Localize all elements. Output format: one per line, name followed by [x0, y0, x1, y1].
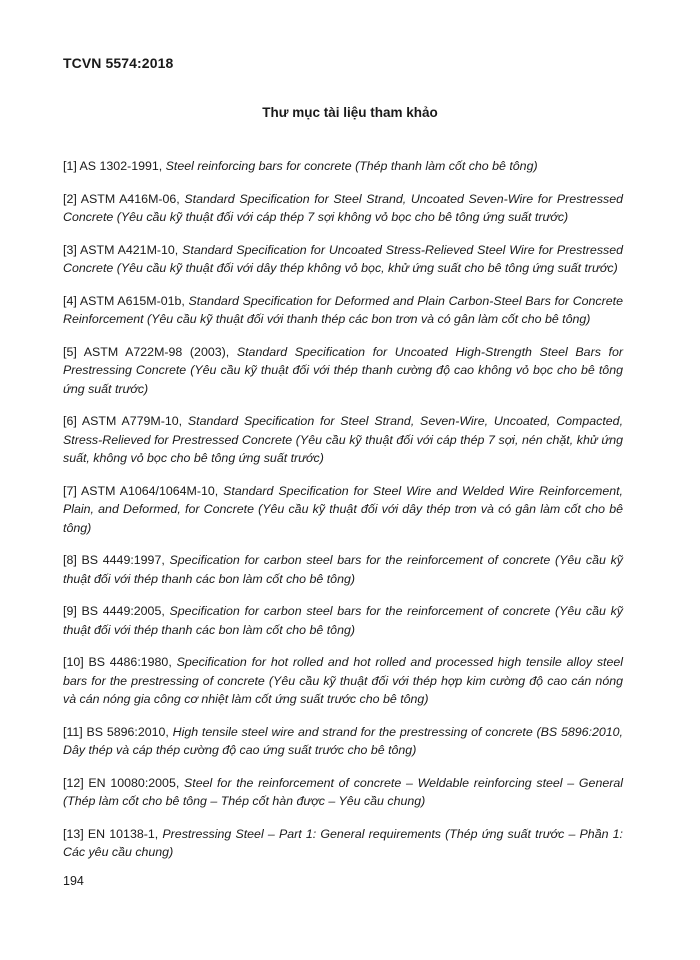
reference-item: [63, 723, 623, 760]
reference-number: [9]: [63, 604, 77, 618]
reference-number: [13]: [63, 826, 84, 841]
reference-number: [2]: [63, 191, 77, 206]
reference-number: [3]: [63, 242, 77, 257]
reference-list: [63, 157, 623, 876]
reference-item: [63, 343, 623, 399]
document-standard-code: TCVN 5574:2018: [63, 55, 174, 71]
reference-code: EN 10080:2005,: [88, 775, 180, 790]
page-number: 194: [63, 874, 84, 888]
reference-item: [63, 602, 623, 639]
reference-title: Standard Specification for Steel Strand, Seven-Wire, Uncoated, Compacted, Stress-Relieved for Prestressed Concrete (Yêu cầu kỹ thuật đối với cáp thép 7 sợi, nén chặt, khử ứng suất, không vỏ bọc cho bê tông ứng suất trước): [63, 414, 624, 465]
page-title: Thư mục tài liệu tham khảo: [262, 105, 438, 120]
reference-title: Specification for hot rolled and hot rolled and processed high tensile alloy steel bars for the prestressing of concrete (Yêu cầu kỹ thuật đối với thép hợp kim cường độ cao cán nóng và cán nóng gia công cơ nhiệt làm cốt ứng suất trước cho bê tông): [63, 655, 623, 706]
reference-code: AS 1302-1991,: [79, 159, 163, 173]
reference-title: Specification for carbon steel bars for the reinforcement of concrete (Yêu cầu kỹ thuật đối với thép thanh các bon làm cốt cho bê tông): [63, 604, 623, 637]
reference-number: [6]: [63, 414, 77, 428]
reference-item: [63, 241, 623, 278]
reference-item: [63, 653, 623, 709]
reference-title: Standard Specification for Uncoated High-Strength Steel Bars for Prestressing Concrete (Yêu cầu kỹ thuật đối với thép thanh cường độ cao không vỏ bọc cho bê tông ứng suất trước): [63, 344, 623, 396]
reference-item: [63, 482, 623, 538]
reference-number: [8]: [63, 553, 77, 567]
reference-item: [63, 551, 623, 588]
reference-item: [63, 774, 623, 811]
reference-title: Standard Specification for Steel Wire and Welded Wire Reinforcement, Plain, and Deformed, for Concrete (Yêu cầu kỹ thuật đối với dây thép trơn và có gân làm cốt cho bê tông): [63, 483, 623, 535]
reference-title: Standard Specification for Deformed and Plain Carbon-Steel Bars for Concrete Reinforcement (Yêu cầu kỹ thuật đối với thanh thép các bon trơn và có gân làm cốt cho bê tông): [63, 293, 623, 326]
reference-title: Prestressing Steel – Part 1: General requirements (Thép ứng suất trước – Phần 1: Các yêu cầu chung): [63, 826, 623, 859]
reference-item: [63, 412, 623, 468]
reference-item: [63, 157, 623, 176]
reference-title: High tensile steel wire and strand for the prestressing of concrete (BS 5896:2010, Dây thép và cáp thép cường độ cao ứng suất trước cho bê tông): [63, 724, 623, 757]
reference-number: [11]: [63, 724, 83, 739]
reference-item: [63, 292, 623, 329]
reference-number: [10]: [63, 655, 84, 669]
reference-title: Steel for the reinforcement of concrete – Weldable reinforcing steel – General (Thép làm cốt cho bê tông – Thép cốt hàn được – Yêu cầu chung): [63, 775, 623, 808]
reference-number: [5]: [63, 344, 77, 359]
reference-code: BS 4486:1980,: [88, 655, 172, 669]
reference-number: [7]: [63, 483, 77, 498]
reference-code: EN 10138-1,: [87, 826, 159, 841]
reference-number: [4]: [63, 293, 77, 308]
reference-code: ASTM A615M-01b,: [79, 293, 185, 308]
reference-code: BS 5896:2010,: [86, 724, 169, 739]
reference-item: [63, 825, 623, 862]
reference-code: ASTM A722M-98 (2003),: [83, 344, 230, 359]
reference-title: Specification for carbon steel bars for the reinforcement of concrete (Yêu cầu kỹ thuật đối với thép thanh các bon làm cốt cho bê tông): [63, 553, 623, 586]
reference-code: BS 4449:1997,: [81, 553, 165, 567]
reference-code: BS 4449:2005,: [81, 604, 165, 618]
reference-code: ASTM A421M-10,: [80, 242, 179, 257]
reference-code: ASTM A779M-10,: [81, 414, 183, 428]
reference-number: [12]: [63, 775, 84, 790]
reference-code: ASTM A416M-06,: [80, 191, 180, 206]
reference-code: ASTM A1064/1064M-10,: [81, 483, 219, 498]
reference-number: [1]: [63, 159, 77, 173]
reference-title: Steel reinforcing bars for concrete (Thép thanh làm cốt cho bê tông): [165, 159, 538, 173]
reference-title: Standard Specification for Uncoated Stress-Relieved Steel Wire for Prestressed Concrete (Yêu cầu kỹ thuật đối với dây thép không vỏ bọc, khử ứng suất cho bê tông ứng suất trước): [63, 242, 623, 275]
reference-item: [63, 190, 623, 227]
reference-title: Standard Specification for Steel Strand, Uncoated Seven-Wire for Prestressed Concrete (Yêu cầu kỹ thuật đối với cáp thép 7 sợi không vỏ bọc cho bê tông ứng suất trước): [63, 191, 623, 224]
